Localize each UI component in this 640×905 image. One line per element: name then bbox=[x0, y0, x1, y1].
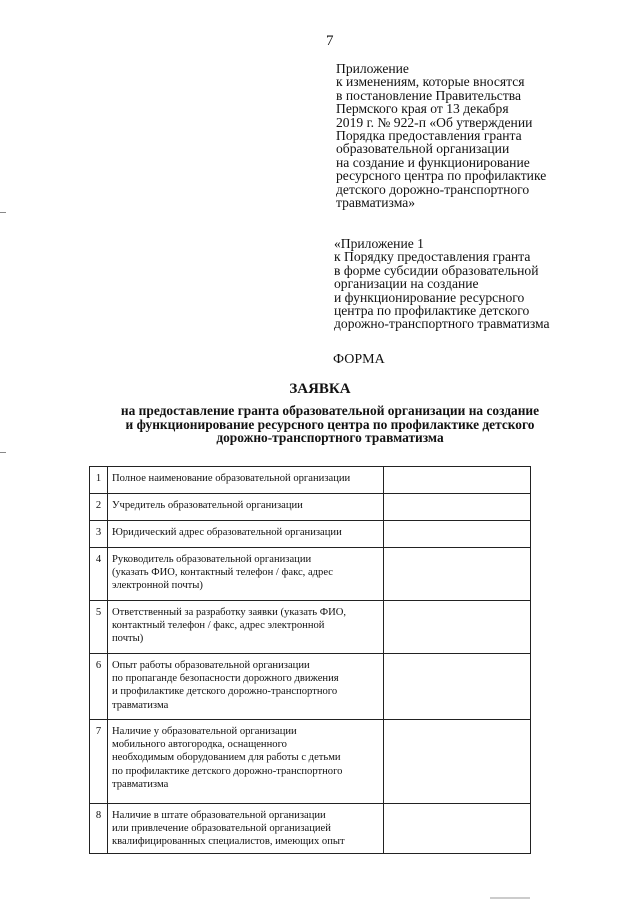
document-title: ЗАЯВКА bbox=[289, 381, 351, 397]
row-description-line: необходимым оборудованием для работы с детьми bbox=[112, 752, 341, 764]
document-subtitle bbox=[80, 404, 580, 445]
table-row bbox=[90, 494, 531, 521]
row-description-line: по пропаганде безопасности дорожного движения bbox=[112, 673, 339, 685]
row-number: 7 bbox=[90, 720, 108, 804]
subtitle-line: дорожно-транспортного травматизма bbox=[216, 430, 444, 446]
row-number: 2 bbox=[90, 494, 108, 521]
table-row bbox=[90, 720, 531, 804]
row-description-line: Полное наименование образовательной организации bbox=[112, 473, 351, 484]
annex-one-line: и функционирование ресурсного bbox=[334, 289, 525, 305]
row-value-cell[interactable] bbox=[384, 467, 531, 494]
annex-header-line: ресурсного центра по профилактике bbox=[336, 168, 547, 184]
annex-one-line: в форме субсидии образовательной bbox=[334, 262, 539, 278]
row-description-line: или привлечение образовательной организацией bbox=[112, 823, 331, 835]
annex-header-line: на создание и функционирование bbox=[336, 154, 530, 170]
row-description-line: контактный телефон / факс, адрес электронной bbox=[112, 620, 325, 632]
row-value-cell[interactable] bbox=[384, 804, 531, 854]
annex-header-line: Порядка предоставления гранта bbox=[336, 128, 522, 144]
table-row bbox=[90, 521, 531, 548]
annex-header-line: детского дорожно-транспортного bbox=[336, 181, 530, 197]
row-description-line: мобильного автогородка, оснащенного bbox=[112, 739, 287, 751]
row-description-line: и профилактике детского дорожно-транспортного bbox=[112, 686, 338, 698]
annex-header-line: в постановление Правительства bbox=[336, 87, 522, 103]
row-description bbox=[108, 720, 384, 804]
row-description-line: по профилактике детского дорожно-транспортного bbox=[112, 765, 343, 777]
row-description-line: Учредитель образовательной организации bbox=[112, 500, 303, 511]
row-description-line: квалифицированных специалистов, имеющих опыт bbox=[112, 836, 345, 848]
row-description bbox=[108, 548, 384, 601]
annex-header-line: 2019 г. № 922-п «Об утверждении bbox=[336, 114, 533, 130]
annex-one-line: к Порядку предоставления гранта bbox=[334, 249, 531, 265]
table-row bbox=[90, 601, 531, 654]
annex-one-line: центра по профилактике детского bbox=[334, 303, 530, 319]
row-number: 1 bbox=[90, 467, 108, 494]
margin-mark bbox=[0, 212, 6, 213]
row-description bbox=[108, 601, 384, 654]
annex-header-line: образовательной организации bbox=[336, 141, 510, 157]
row-value-cell[interactable] bbox=[384, 494, 531, 521]
row-description-line: электронной почты) bbox=[112, 580, 203, 592]
row-value-cell[interactable] bbox=[384, 548, 531, 601]
table-row bbox=[90, 654, 531, 720]
row-description-line: Опыт работы образовательной организации bbox=[112, 660, 310, 671]
application-table bbox=[89, 466, 531, 854]
row-value-cell[interactable] bbox=[384, 720, 531, 804]
row-description bbox=[108, 467, 384, 494]
annex-one-line: дорожно-транспортного травматизма bbox=[334, 316, 550, 332]
row-number: 5 bbox=[90, 601, 108, 654]
annex-header-line: травматизма» bbox=[336, 195, 416, 211]
annex-header-line: Пермского края от 13 декабря bbox=[336, 101, 509, 117]
row-description-line: Наличие у образовательной организации bbox=[112, 726, 297, 737]
table-row bbox=[90, 467, 531, 494]
margin-mark bbox=[0, 452, 6, 453]
row-description bbox=[108, 654, 384, 720]
row-description bbox=[108, 494, 384, 521]
annex-header bbox=[336, 62, 546, 209]
row-description-line: (указать ФИО, контактный телефон / факс, адрес bbox=[112, 567, 334, 579]
annex-header-line: Приложение bbox=[336, 61, 409, 76]
row-description-line: Наличие в штате образовательной организации bbox=[112, 810, 326, 821]
table-row bbox=[90, 548, 531, 601]
page-number: 7 bbox=[326, 33, 334, 49]
annex-one-line: организации на создание bbox=[334, 276, 479, 292]
annex-header-line: к изменениям, которые вносятся bbox=[336, 74, 525, 90]
row-description-line: травматизма bbox=[112, 778, 169, 790]
row-number: 4 bbox=[90, 548, 108, 601]
form-label: ФОРМА bbox=[333, 352, 385, 367]
subtitle-line: и функционирование ресурсного центра по профилактике детского bbox=[125, 416, 535, 432]
row-value-cell[interactable] bbox=[384, 521, 531, 548]
row-description bbox=[108, 521, 384, 548]
row-description-line: Юридический адрес образовательной организации bbox=[112, 527, 342, 538]
row-number: 3 bbox=[90, 521, 108, 548]
row-number: 8 bbox=[90, 804, 108, 854]
row-description-line: Руководитель образовательной организации bbox=[112, 554, 312, 565]
subtitle-line: на предоставление гранта образовательной организации на создание bbox=[120, 403, 540, 418]
row-value-cell[interactable] bbox=[384, 654, 531, 720]
row-description bbox=[108, 804, 384, 854]
table-row bbox=[90, 804, 531, 854]
row-value-cell[interactable] bbox=[384, 601, 531, 654]
scan-artifact bbox=[490, 897, 530, 899]
row-description-line: Ответственный за разработку заявки (указать ФИО, bbox=[112, 607, 347, 618]
row-description-line: травматизма bbox=[112, 699, 169, 711]
row-number: 6 bbox=[90, 654, 108, 720]
annex-one-header bbox=[334, 237, 550, 331]
row-description-line: почты) bbox=[112, 633, 144, 645]
annex-one-line: «Приложение 1 bbox=[334, 236, 424, 251]
